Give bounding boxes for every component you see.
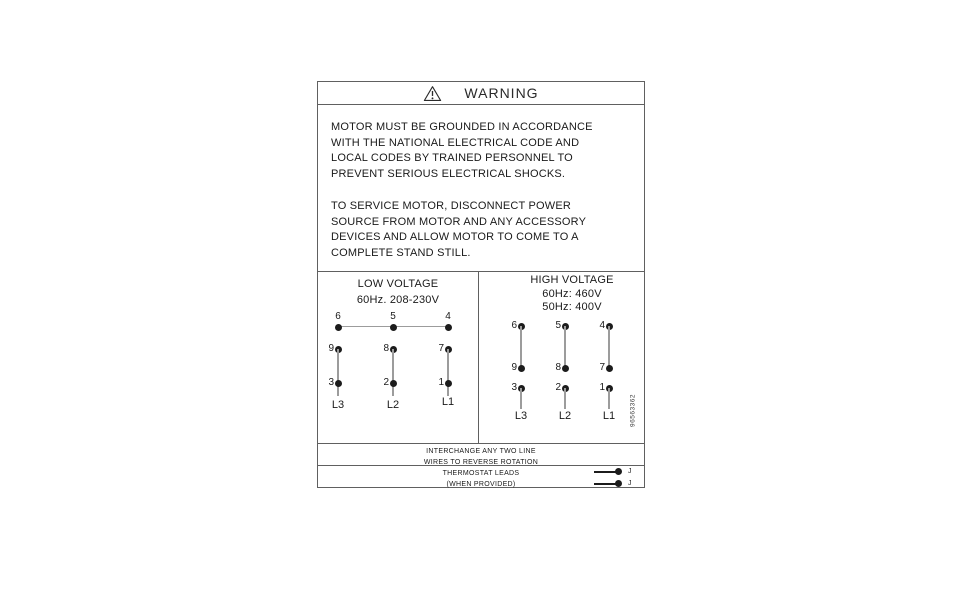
warning-header: [318, 82, 644, 105]
terminal-label-3: 3: [511, 382, 517, 393]
terminal-dot-4: [445, 324, 452, 331]
thermostat-lead-wire: [594, 483, 616, 485]
wire-9-3: [337, 349, 338, 396]
high-voltage-title: HIGH VOLTAGE: [530, 274, 614, 286]
wire-1-lead: [608, 388, 609, 409]
terminal-dot-3: [335, 380, 342, 387]
terminal-label-9: 9: [511, 362, 517, 373]
rotation-note-row: [318, 444, 644, 466]
terminal-label-1: 1: [438, 377, 444, 388]
thermostat-lead-dot: [615, 480, 622, 487]
terminal-label-2: 2: [383, 377, 389, 388]
low-voltage-heading: [318, 277, 478, 308]
wire-2-lead: [564, 388, 565, 409]
warning-text-line: TO SERVICE MOTOR, DISCONNECT POWER: [331, 200, 572, 212]
lead-label-l2: L2: [386, 399, 400, 411]
warning-text-line: LOCAL CODES BY TRAINED PERSONNEL TO: [331, 152, 573, 164]
terminal-dot-1: [445, 380, 452, 387]
terminal-label-4: 4: [445, 311, 451, 322]
warning-text-line: MOTOR MUST BE GROUNDED IN ACCORDANCE: [331, 121, 593, 133]
rotation-note-line: INTERCHANGE ANY TWO LINE: [426, 448, 536, 455]
terminal-dot-9: [518, 365, 525, 372]
thermostat-note-line: THERMOSTAT LEADS: [442, 470, 520, 477]
terminal-dot-8: [562, 365, 569, 372]
thermostat-leads-row: [318, 466, 644, 487]
lead-label-l2: L2: [558, 410, 572, 422]
warning-body: [318, 105, 644, 272]
wire-7-1: [447, 349, 448, 396]
warning-triangle-icon: [423, 85, 442, 102]
terminal-dot-7: [606, 365, 613, 372]
terminal-label-7: 7: [438, 343, 444, 354]
terminal-label-3: 3: [328, 377, 334, 388]
thermostat-lead-j-label: J: [628, 480, 632, 487]
wire-4-7: [608, 326, 609, 368]
thermostat-note-line: (WHEN PROVIDED): [446, 481, 516, 488]
high-voltage-subtitle-50hz: 50Hz: 400V: [542, 301, 602, 313]
warning-title: WARNING: [464, 85, 539, 101]
lead-label-l3: L3: [514, 410, 528, 422]
lead-label-l3: L3: [331, 399, 345, 411]
service-warning-paragraph: [331, 199, 631, 261]
terminal-label-9: 9: [328, 343, 334, 354]
wiring-diagrams: [318, 272, 644, 444]
thermostat-lead-wire: [594, 471, 616, 473]
warning-text-line: COMPLETE STAND STILL.: [331, 246, 471, 259]
warning-text-line: SOURCE FROM MOTOR AND ANY ACCESSORY: [331, 215, 587, 228]
terminal-dot-2: [390, 380, 397, 387]
thermostat-lead-dot: [615, 468, 622, 475]
high-voltage-panel: [479, 272, 644, 443]
lead-label-l1: L1: [441, 396, 455, 408]
high-voltage-subtitle-60hz: 60Hz: 460V: [542, 287, 602, 300]
terminal-label-4: 4: [599, 320, 605, 331]
low-voltage-panel: [318, 272, 479, 443]
terminal-label-5: 5: [555, 320, 561, 331]
terminal-label-2: 2: [555, 382, 561, 393]
part-number: 96563362: [629, 394, 637, 427]
wire-6-9: [520, 326, 521, 368]
rotation-note-line: WIRES TO REVERSE ROTATION: [423, 459, 539, 466]
thermostat-lead-j-label: J: [628, 468, 632, 475]
terminal-dot-6: [335, 324, 342, 331]
motor-warning-label: [317, 81, 645, 488]
terminal-label-1: 1: [599, 382, 605, 393]
terminal-dot-5: [390, 324, 397, 331]
warning-text-line: WITH THE NATIONAL ELECTRICAL CODE AND: [331, 136, 580, 149]
low-voltage-subtitle: 60Hz. 208-230V: [356, 293, 440, 306]
wire-5-8: [564, 326, 565, 368]
warning-text-line: DEVICES AND ALLOW MOTOR TO COME TO A: [331, 231, 579, 243]
low-voltage-title: LOW VOLTAGE: [357, 278, 439, 290]
terminal-label-5: 5: [390, 311, 396, 322]
terminal-label-8: 8: [383, 343, 389, 354]
grounding-warning-paragraph: [331, 120, 631, 182]
warning-text-line: PREVENT SERIOUS ELECTRICAL SHOCKS.: [331, 167, 566, 180]
wire-8-2: [392, 349, 393, 396]
wire-3-lead: [520, 388, 521, 409]
high-voltage-heading: [507, 274, 637, 315]
terminal-label-8: 8: [555, 362, 561, 373]
terminal-label-6: 6: [335, 311, 341, 322]
lead-label-l1: L1: [602, 410, 616, 422]
terminal-label-6: 6: [511, 320, 517, 331]
terminal-label-7: 7: [599, 362, 605, 373]
